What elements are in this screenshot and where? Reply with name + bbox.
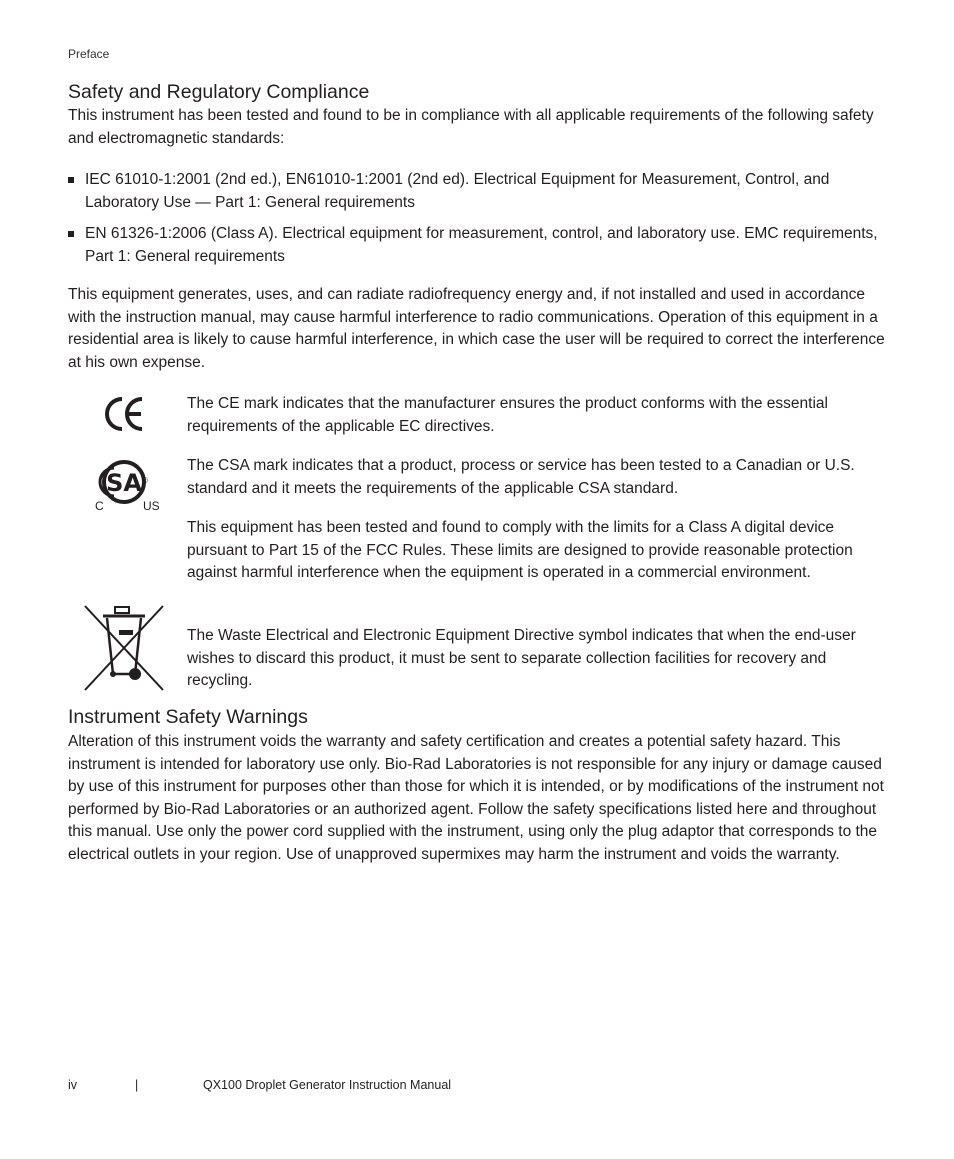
warnings-text: Alteration of this instrument voids the warranty and safety certification and creates a potential safety hazard. This instrument is intended for laboratory use only. Bio-Rad Laboratories is not responsible for any injury or damage caused by use of this instrument for purposes other than those for which it is intended, or by modifications of the instrument not performed by Bio-Rad Laboratories or an authorized agent. Follow the safety specifications listed here and throughout this manual. Use only the power cord supplied with the instrument, using only the plug adaptor that corresponds to the electrical outlets in your region. Use of unapproved supermixes may harm the instrument and voids the warranty. [68,733,884,863]
rf-notice: This equipment generates, uses, and can radiate radiofrequency energy and, if not installed and used in accordance with the instruction manual, may cause harmful interference to radio communications. Operation of this equipment in a residential area is likely to cause harmful interference, in which case the user will be required to correct the interference at his own expense. [68,286,885,371]
standard-text: IEC 61010-1:2001 (2nd ed.), EN61010-1:2001 (2nd ed). Electrical Equipment for Measurement, Control, and Laboratory Use — Part 1: General requirements [85,171,830,211]
ce-mark-icon [104,396,144,432]
weee-mark-text: The Waste Electrical and Electronic Equipment Directive symbol indicates that when the end-user wishes to discard this product, it must be sent to separate collection facilities for recovery and recycling. [187,627,856,690]
ce-mark-text: The CE mark indicates that the manufacturer ensures the product conforms with the essential requirements of the applicable EC directives. [187,395,828,435]
standards-list [68,169,888,277]
csa-label-c: C [95,499,104,513]
safety-intro: This instrument has been tested and found to be in compliance with all applicable requirements of the following safety and electromagnetic standards: [68,107,874,147]
footer-title: QX100 Droplet Generator Instruction Manual [203,1078,452,1092]
registered-mark: ® [142,476,148,485]
page-number: iv [68,1078,78,1092]
list-item [68,223,888,268]
running-header: Preface [68,47,110,61]
csa-label-us: US [143,499,160,513]
standard-text: EN 61326-1:2006 (Class A). Electrical equipment for measurement, control, and laboratory use. EMC requirements, Part 1: General requirements [85,225,878,265]
section-heading-warnings: Instrument Safety Warnings [68,706,308,728]
bullet-square-icon [68,177,74,183]
weee-crossed-bin-icon [83,604,165,692]
csa-mark-icon [93,458,163,516]
list-item [68,169,888,214]
fcc-statement: This equipment has been tested and found to comply with the limits for a Class A digital device pursuant to Part 15 of the FCC Rules. These limits are designed to provide reasonable protection against harmful interference when the equipment is operated in a commercial environment. [187,519,853,582]
csa-mark-text: The CSA mark indicates that a product, process or service has been tested to a Canadian or U.S. standard and it meets the requirements of the applicable CSA standard. [187,457,855,497]
bullet-square-icon [68,231,74,237]
footer-separator: | [135,1078,139,1092]
svg-text:SA: SA [106,469,142,497]
section-heading-safety: Safety and Regulatory Compliance [68,81,370,103]
